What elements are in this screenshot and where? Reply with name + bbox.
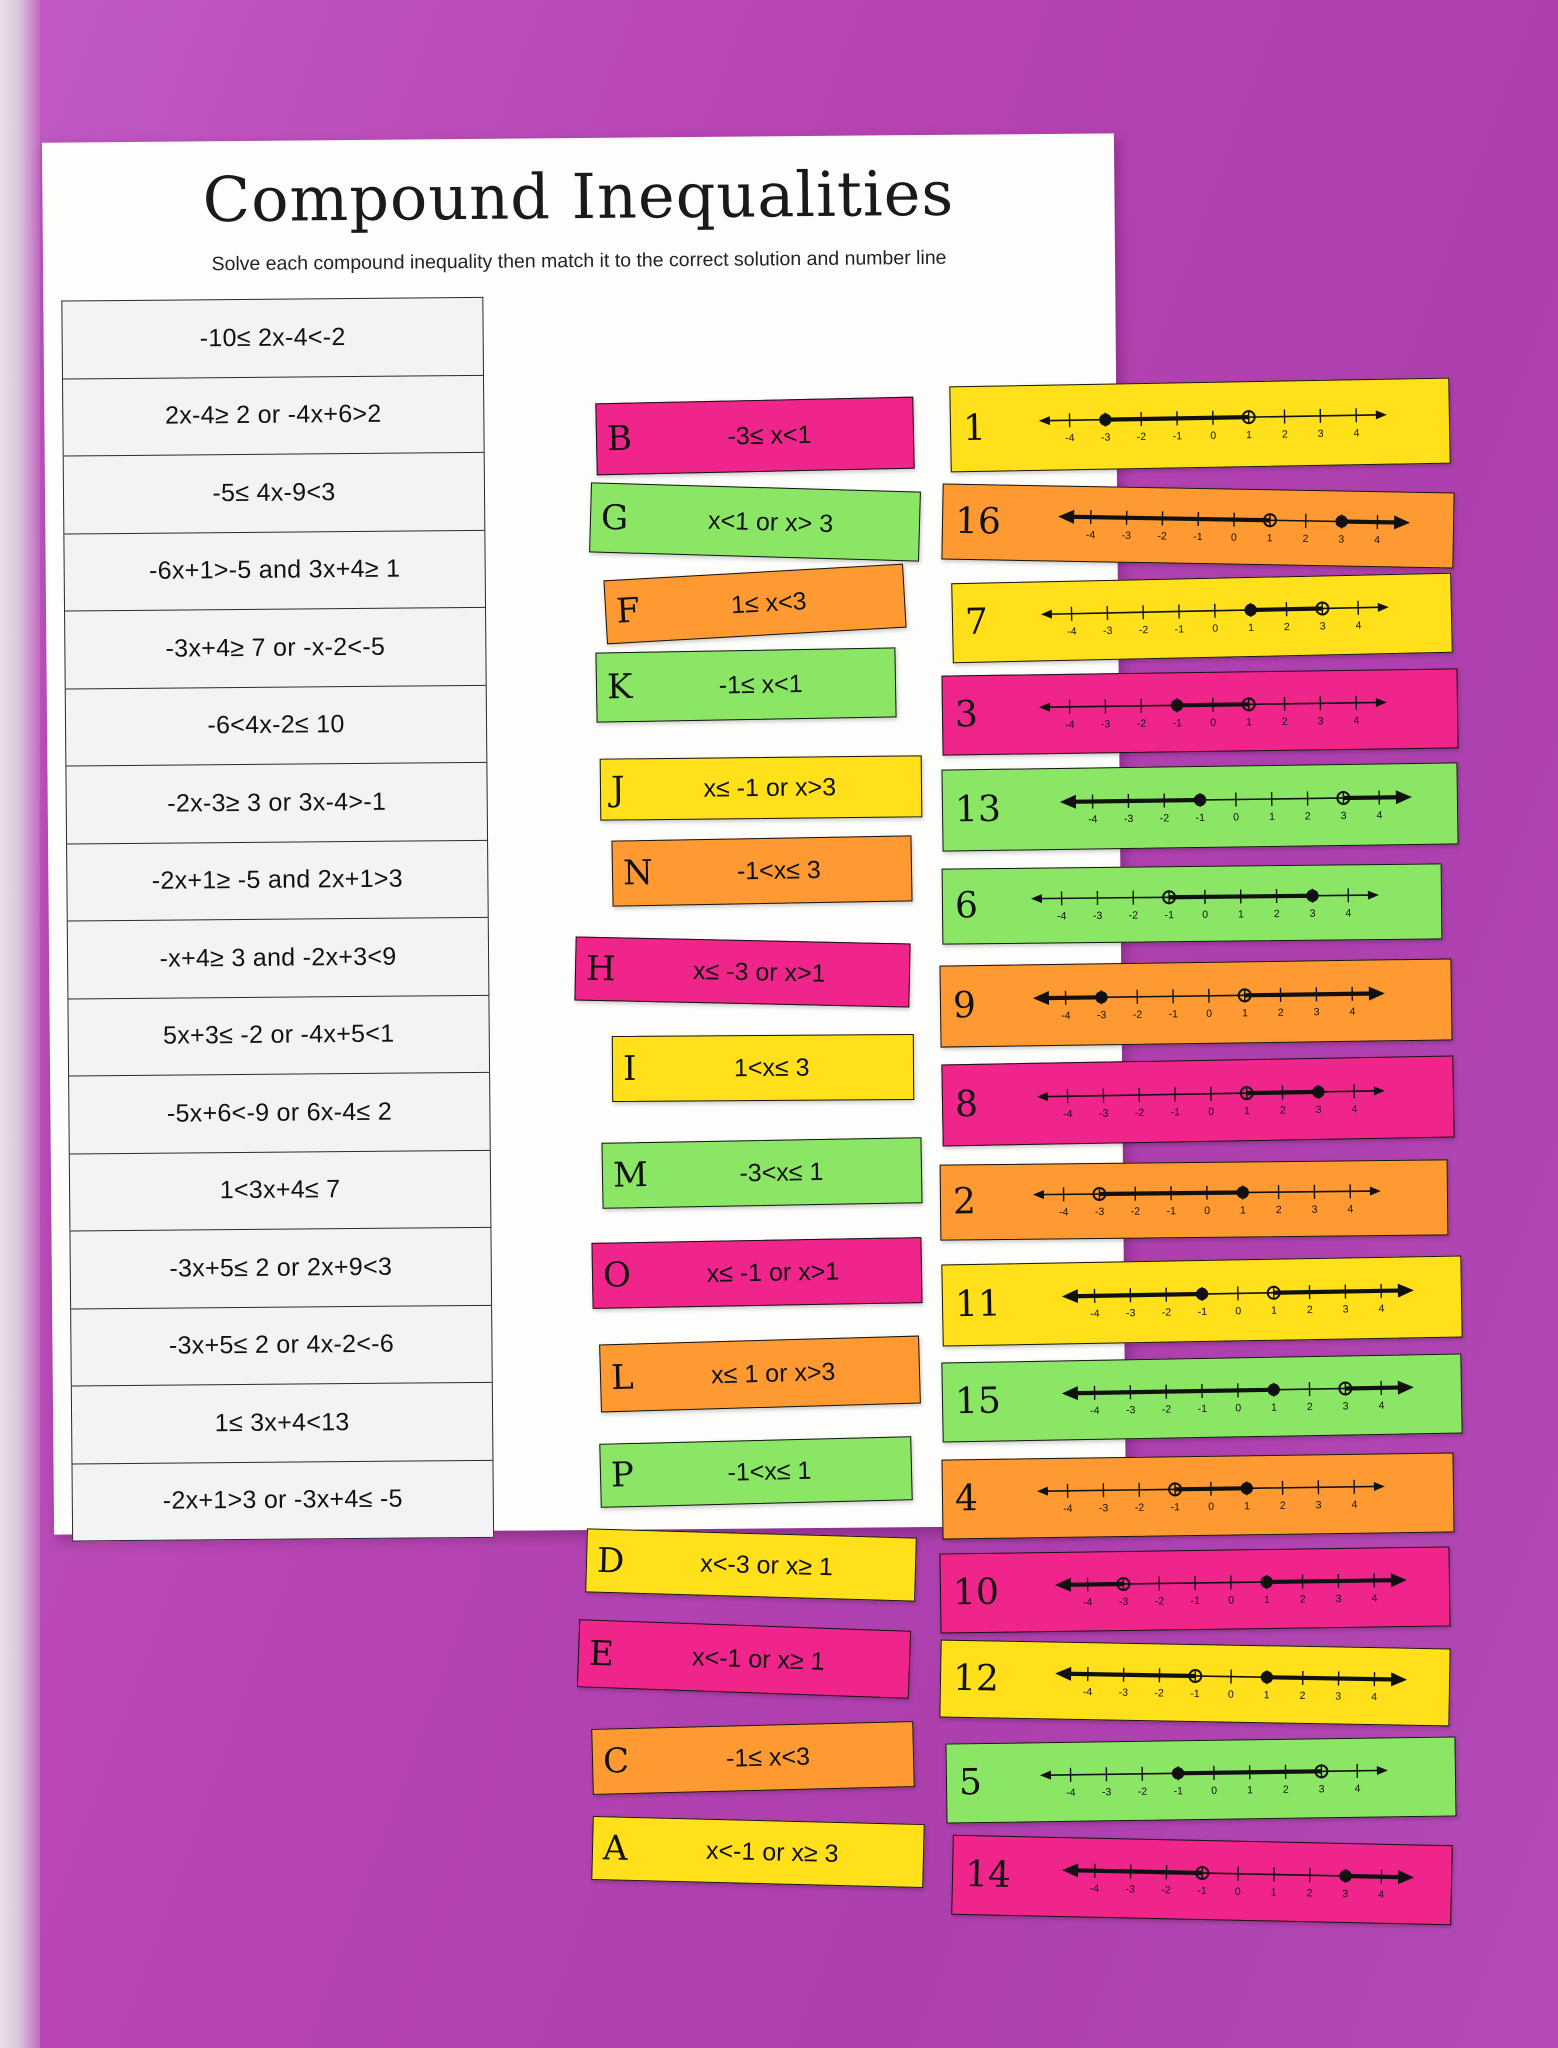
problem-text: -2x+1>3 or -3x+4≤ -5 — [162, 1484, 403, 1515]
problem-row — [65, 608, 486, 689]
numberline-number: 14 — [964, 1854, 1012, 1896]
solution-letter: G — [600, 497, 629, 539]
svg-text:-4: -4 — [1085, 529, 1096, 542]
numberline-number: 1 — [962, 407, 987, 450]
number-line-graphic — [984, 864, 1442, 943]
problem-text: -5x+6<-9 or 6x-4≤ 2 — [166, 1097, 393, 1128]
solution-letter: J — [610, 769, 625, 810]
svg-text:4: 4 — [1345, 907, 1352, 920]
svg-text:-4: -4 — [1064, 718, 1075, 731]
numberline-strip[interactable] — [941, 1452, 1454, 1539]
number-line-graphic — [1016, 1837, 1452, 1924]
page-title: Compound Inequalities — [202, 156, 955, 237]
svg-text:2: 2 — [1304, 810, 1311, 823]
solution-text: -1≤ x<1 — [718, 669, 803, 699]
solution-letter: N — [622, 852, 654, 894]
numberline-strip[interactable] — [941, 668, 1458, 755]
problem-text: -6<4x-2≤ 10 — [207, 710, 345, 740]
svg-text:3: 3 — [1315, 1103, 1322, 1116]
solution-letter: L — [610, 1357, 635, 1399]
numberline-number: 9 — [952, 985, 977, 1027]
problem-row — [63, 375, 484, 456]
problem-row — [72, 1460, 493, 1541]
svg-text:-1: -1 — [1172, 717, 1182, 730]
svg-text:2: 2 — [1277, 1006, 1284, 1019]
svg-text:1: 1 — [1247, 621, 1255, 635]
number-line-graphic — [981, 959, 1451, 1046]
solution-strip[interactable] — [599, 1436, 912, 1508]
svg-text:2: 2 — [1279, 1499, 1286, 1512]
svg-text:-3: -3 — [1096, 1009, 1107, 1022]
number-line-graphic — [983, 1057, 1453, 1145]
problem-row — [64, 453, 485, 534]
number-line-graphic — [987, 1737, 1455, 1822]
numberline-number: 10 — [952, 1571, 1000, 1614]
problem-row — [68, 918, 489, 999]
svg-text:-3: -3 — [1118, 1595, 1129, 1609]
numberline-number: 4 — [954, 1478, 979, 1520]
solution-text: x<-1 or x≥ 1 — [691, 1642, 826, 1676]
svg-text:0: 0 — [1212, 622, 1219, 635]
solution-letter: F — [615, 590, 641, 632]
svg-text:1: 1 — [1245, 429, 1252, 442]
svg-text:-3: -3 — [1123, 812, 1134, 826]
svg-text:2: 2 — [1299, 1689, 1306, 1702]
numberline-number: 11 — [954, 1283, 1002, 1326]
svg-text:-3: -3 — [1100, 718, 1111, 731]
problem-row — [68, 995, 489, 1076]
svg-text:1: 1 — [1237, 908, 1244, 921]
numberline-number: 16 — [954, 500, 1002, 543]
svg-text:4: 4 — [1351, 1498, 1358, 1511]
svg-text:1: 1 — [1270, 1304, 1277, 1317]
svg-text:1: 1 — [1241, 1007, 1248, 1020]
numberline-strip[interactable] — [939, 958, 1452, 1047]
numberline-strip[interactable] — [939, 1640, 1450, 1727]
svg-text:-3: -3 — [1094, 1205, 1105, 1219]
number-line-graphic — [1004, 1547, 1449, 1631]
svg-text:-3: -3 — [1121, 529, 1131, 542]
numberline-strip[interactable] — [945, 1736, 1456, 1823]
solution-strip[interactable] — [599, 1336, 921, 1413]
problem-text: -5≤ 4x-9<3 — [212, 477, 336, 507]
solution-text: x<-1 or x≥ 3 — [705, 1836, 839, 1868]
solution-letter: I — [622, 1048, 637, 1089]
svg-text:4: 4 — [1373, 534, 1380, 547]
problem-text: -10≤ 2x-4<-2 — [199, 322, 346, 353]
svg-text:0: 0 — [1234, 1402, 1242, 1415]
solution-text: x≤ -1 or x>1 — [706, 1257, 840, 1288]
problem-row — [70, 1150, 491, 1231]
solution-text: x≤ -1 or x>3 — [703, 772, 837, 803]
svg-text:3: 3 — [1318, 1783, 1325, 1796]
svg-text:-3: -3 — [1102, 624, 1113, 638]
numberline-number: 7 — [964, 601, 989, 643]
svg-text:2: 2 — [1281, 715, 1288, 728]
problem-row — [66, 685, 487, 766]
number-line-graphic — [1006, 763, 1457, 849]
page-subtitle: Solve each compound inequality then match it to the correct solution and number line — [211, 246, 947, 276]
problem-row — [70, 1228, 491, 1309]
number-line-graphic — [1006, 1354, 1461, 1440]
number-line-graphic — [983, 669, 1457, 754]
svg-text:3: 3 — [1311, 1203, 1318, 1216]
solution-text: x≤ 1 or x>3 — [710, 1357, 836, 1389]
solution-letter: M — [612, 1154, 649, 1196]
svg-text:-2: -2 — [1134, 1106, 1145, 1120]
svg-text:4: 4 — [1351, 1103, 1358, 1116]
svg-text:-3: -3 — [1125, 1307, 1136, 1320]
svg-text:-3: -3 — [1092, 909, 1103, 923]
svg-text:-4: -4 — [1089, 1882, 1100, 1895]
numberline-number: 3 — [954, 694, 979, 736]
numberline-strip[interactable] — [941, 1056, 1454, 1147]
svg-text:-2: -2 — [1161, 1884, 1171, 1897]
svg-text:4: 4 — [1347, 1203, 1354, 1216]
solution-letter: P — [610, 1454, 635, 1496]
svg-text:3: 3 — [1315, 1499, 1322, 1512]
svg-text:-1: -1 — [1173, 1785, 1183, 1798]
svg-text:-2: -2 — [1128, 909, 1139, 922]
svg-text:0: 0 — [1230, 531, 1237, 544]
svg-text:2: 2 — [1302, 532, 1309, 545]
svg-text:-4: -4 — [1058, 1206, 1069, 1219]
svg-text:3: 3 — [1342, 1400, 1349, 1413]
number-line-graphic — [1006, 1256, 1462, 1344]
solution-strip[interactable] — [591, 1816, 924, 1888]
solution-strip[interactable] — [574, 936, 910, 1007]
solution-letter: C — [602, 1741, 630, 1782]
problem-row — [69, 1073, 490, 1154]
svg-text:-3: -3 — [1101, 1786, 1112, 1799]
svg-text:-1: -1 — [1168, 1008, 1178, 1021]
svg-text:3: 3 — [1319, 620, 1326, 633]
svg-text:3: 3 — [1335, 1592, 1342, 1606]
svg-text:-2: -2 — [1136, 717, 1147, 730]
svg-text:-2: -2 — [1130, 1205, 1141, 1218]
problem-text: -3x+5≤ 2 or 4x-2<-6 — [168, 1329, 395, 1360]
problem-text: 1<3x+4≤ 7 — [219, 1175, 341, 1205]
solution-strip[interactable] — [601, 1137, 922, 1209]
svg-text:-1: -1 — [1197, 1305, 1207, 1319]
numberline-strip[interactable] — [940, 1159, 1449, 1240]
solution-letter: E — [588, 1633, 615, 1675]
svg-text:-4: -4 — [1056, 910, 1067, 923]
svg-text:-3: -3 — [1098, 1107, 1109, 1120]
svg-text:-3: -3 — [1118, 1686, 1128, 1699]
svg-text:1: 1 — [1263, 1593, 1270, 1607]
solution-strip[interactable] — [595, 397, 914, 476]
svg-text:-4: -4 — [1065, 1786, 1076, 1799]
svg-text:4: 4 — [1378, 1302, 1385, 1315]
solution-text: -1≤ x<3 — [725, 1742, 811, 1773]
problem-text: 2x-4≥ 2 or -4x+6>2 — [164, 400, 382, 430]
svg-text:2: 2 — [1306, 1304, 1313, 1317]
svg-text:-1: -1 — [1197, 1402, 1207, 1416]
solution-strip[interactable] — [585, 1528, 917, 1601]
svg-text:-2: -2 — [1161, 1403, 1172, 1416]
solution-strip[interactable] — [612, 1034, 914, 1102]
svg-text:-3: -3 — [1100, 431, 1111, 444]
svg-text:-2: -2 — [1132, 1008, 1143, 1021]
svg-text:-1: -1 — [1190, 1594, 1200, 1608]
solution-letter: O — [602, 1255, 632, 1296]
svg-text:3: 3 — [1317, 715, 1324, 728]
number-line-graphic — [1006, 486, 1453, 568]
svg-text:1: 1 — [1270, 1886, 1277, 1899]
svg-text:2: 2 — [1299, 1593, 1306, 1606]
problem-row — [72, 1383, 493, 1464]
svg-text:-2: -2 — [1159, 812, 1170, 825]
svg-text:-4: -4 — [1087, 813, 1098, 826]
svg-text:1: 1 — [1270, 1401, 1277, 1414]
svg-text:0: 0 — [1208, 1105, 1215, 1118]
numberline-strip[interactable] — [951, 1835, 1453, 1925]
numberline-strip[interactable] — [951, 573, 1453, 663]
svg-text:-2: -2 — [1137, 1785, 1148, 1798]
svg-text:-4: -4 — [1067, 625, 1077, 638]
numberline-number: 5 — [958, 1762, 983, 1804]
svg-text:2: 2 — [1306, 1401, 1313, 1414]
solution-text: x<-3 or x≥ 1 — [700, 1549, 834, 1581]
number-line-graphic — [991, 379, 1449, 471]
numberline-number: 12 — [952, 1657, 1000, 1700]
problem-text: 5x+3≤ -2 or -4x+5<1 — [162, 1019, 395, 1050]
numberline-number: 8 — [954, 1083, 979, 1126]
number-line-graphic — [983, 1453, 1453, 1538]
svg-text:3: 3 — [1342, 1887, 1349, 1901]
solution-text: -3≤ x<1 — [727, 420, 812, 451]
numberline-number: 2 — [952, 1181, 977, 1223]
problem-row — [71, 1305, 492, 1386]
svg-text:4: 4 — [1354, 1782, 1361, 1795]
solution-letter: A — [602, 1828, 629, 1869]
svg-text:-1: -1 — [1174, 623, 1185, 636]
solution-strip[interactable] — [600, 755, 923, 820]
svg-text:0: 0 — [1210, 429, 1217, 442]
svg-text:4: 4 — [1355, 619, 1362, 632]
svg-text:4: 4 — [1377, 1888, 1384, 1901]
solution-strip[interactable] — [591, 1721, 915, 1795]
svg-text:3: 3 — [1335, 1690, 1342, 1703]
svg-text:-1: -1 — [1172, 430, 1183, 443]
solution-text: x≤ -3 or x>1 — [692, 956, 826, 988]
svg-text:0: 0 — [1227, 1594, 1234, 1607]
svg-text:4: 4 — [1353, 714, 1360, 727]
svg-text:2: 2 — [1275, 1204, 1282, 1217]
problem-row — [66, 763, 487, 844]
problem-table — [61, 297, 494, 1542]
svg-text:4: 4 — [1349, 1005, 1356, 1018]
problem-text: -2x+1≥ -5 and 2x+1>3 — [151, 864, 404, 896]
svg-text:-3: -3 — [1125, 1883, 1135, 1896]
problem-row — [67, 840, 488, 921]
number-line-graphic — [1004, 1642, 1449, 1726]
svg-text:1: 1 — [1268, 810, 1275, 824]
numberline-strip[interactable] — [939, 1546, 1450, 1633]
background-edge-shadow — [0, 0, 40, 2048]
svg-text:-2: -2 — [1157, 530, 1167, 543]
svg-text:-4: -4 — [1062, 1502, 1073, 1515]
svg-text:-2: -2 — [1161, 1306, 1172, 1319]
svg-text:3: 3 — [1309, 907, 1316, 920]
solution-letter: K — [606, 666, 633, 708]
solution-text: 1≤ x<3 — [730, 586, 808, 619]
svg-text:0: 0 — [1211, 1784, 1218, 1797]
solution-strip[interactable] — [589, 482, 921, 561]
solution-strip[interactable] — [577, 1619, 911, 1699]
svg-text:2: 2 — [1282, 1783, 1289, 1796]
svg-text:-2: -2 — [1154, 1595, 1165, 1608]
svg-text:1: 1 — [1239, 1204, 1246, 1217]
svg-text:-1: -1 — [1164, 909, 1174, 922]
numberline-strip[interactable] — [941, 1255, 1462, 1346]
numberline-number: 13 — [954, 788, 1002, 831]
solution-text: -3<x≤ 1 — [739, 1157, 824, 1187]
svg-text:-1: -1 — [1170, 1501, 1180, 1514]
svg-text:-2: -2 — [1136, 430, 1147, 444]
svg-text:4: 4 — [1378, 1399, 1385, 1412]
svg-text:1: 1 — [1245, 716, 1252, 729]
svg-text:3: 3 — [1342, 1303, 1349, 1316]
problem-text: -3x+4≥ 7 or -x-2<-5 — [165, 632, 386, 663]
numberline-number: 15 — [954, 1380, 1002, 1423]
svg-text:0: 0 — [1206, 1007, 1213, 1020]
svg-text:-3: -3 — [1098, 1502, 1109, 1515]
svg-text:1: 1 — [1246, 1784, 1253, 1797]
svg-text:3: 3 — [1338, 533, 1345, 546]
problem-row — [62, 298, 483, 379]
svg-text:2: 2 — [1273, 908, 1280, 921]
solution-text: x<1 or x> 3 — [707, 506, 834, 538]
svg-text:3: 3 — [1313, 1006, 1320, 1019]
svg-text:1: 1 — [1243, 1105, 1250, 1118]
svg-text:-2: -2 — [1154, 1687, 1164, 1700]
numberline-number: 6 — [954, 885, 979, 927]
svg-text:-1: -1 — [1196, 1884, 1207, 1898]
numberline-strip[interactable] — [941, 484, 1454, 569]
svg-text:4: 4 — [1376, 809, 1383, 822]
problem-text: 1≤ 3x+4<13 — [214, 1407, 350, 1437]
numberline-strip[interactable] — [941, 762, 1458, 851]
svg-text:-4: -4 — [1063, 1108, 1073, 1121]
svg-text:4: 4 — [1370, 1691, 1377, 1704]
svg-text:1: 1 — [1263, 1689, 1270, 1702]
solution-letter: D — [596, 1540, 625, 1582]
svg-text:0: 0 — [1204, 1204, 1211, 1217]
svg-text:-1: -1 — [1166, 1205, 1176, 1218]
svg-text:3: 3 — [1317, 427, 1324, 440]
solution-strip[interactable] — [591, 1237, 922, 1309]
number-line-graphic — [993, 574, 1452, 662]
svg-text:-4: -4 — [1082, 1596, 1093, 1609]
numberline-strip[interactable] — [941, 1353, 1462, 1442]
solution-text: 1<x≤ 3 — [733, 1053, 810, 1082]
svg-text:4: 4 — [1353, 427, 1360, 440]
number-line-graphic — [982, 1160, 1448, 1239]
numberline-strip[interactable] — [942, 863, 1443, 944]
solution-strip[interactable] — [611, 835, 912, 906]
svg-text:2: 2 — [1281, 428, 1288, 441]
problem-text: -3x+5≤ 2 or 2x+9<3 — [169, 1252, 393, 1283]
svg-text:0: 0 — [1210, 716, 1217, 729]
problem-text: -x+4≥ 3 and -2x+3<9 — [159, 942, 397, 973]
solution-letter: H — [585, 948, 617, 990]
svg-text:-4: -4 — [1065, 432, 1075, 445]
svg-text:-1: -1 — [1190, 1687, 1200, 1701]
svg-text:2: 2 — [1279, 1104, 1286, 1117]
solution-strip[interactable] — [595, 647, 896, 722]
svg-text:1: 1 — [1266, 532, 1273, 545]
svg-text:0: 0 — [1202, 908, 1209, 921]
svg-text:-1: -1 — [1195, 811, 1205, 825]
svg-text:-4: -4 — [1089, 1307, 1100, 1320]
svg-text:0: 0 — [1234, 1305, 1242, 1318]
svg-text:-3: -3 — [1125, 1404, 1136, 1417]
svg-text:-4: -4 — [1060, 1009, 1071, 1022]
svg-text:-1: -1 — [1193, 530, 1203, 544]
numberline-strip[interactable] — [949, 378, 1450, 473]
svg-text:0: 0 — [1208, 1500, 1215, 1513]
problem-row — [64, 530, 485, 611]
svg-text:0: 0 — [1232, 811, 1239, 824]
svg-text:2: 2 — [1283, 621, 1290, 634]
svg-text:-2: -2 — [1134, 1501, 1145, 1514]
svg-text:3: 3 — [1340, 809, 1347, 823]
svg-text:-1: -1 — [1170, 1106, 1181, 1119]
svg-text:-4: -4 — [1089, 1404, 1100, 1417]
svg-text:-4: -4 — [1082, 1686, 1093, 1699]
svg-text:1: 1 — [1243, 1500, 1250, 1513]
problem-text: -6x+1>-5 and 3x+4≥ 1 — [148, 554, 401, 586]
svg-text:-2: -2 — [1138, 624, 1149, 637]
problem-text: -2x-3≥ 3 or 3x-4>-1 — [167, 787, 387, 818]
svg-text:0: 0 — [1227, 1688, 1234, 1701]
svg-text:2: 2 — [1306, 1887, 1313, 1900]
solution-text: -1<x≤ 3 — [736, 855, 822, 885]
svg-text:4: 4 — [1371, 1592, 1378, 1605]
svg-text:0: 0 — [1234, 1885, 1241, 1898]
solution-text: -1<x≤ 1 — [727, 1456, 812, 1487]
solution-letter: B — [606, 418, 633, 460]
